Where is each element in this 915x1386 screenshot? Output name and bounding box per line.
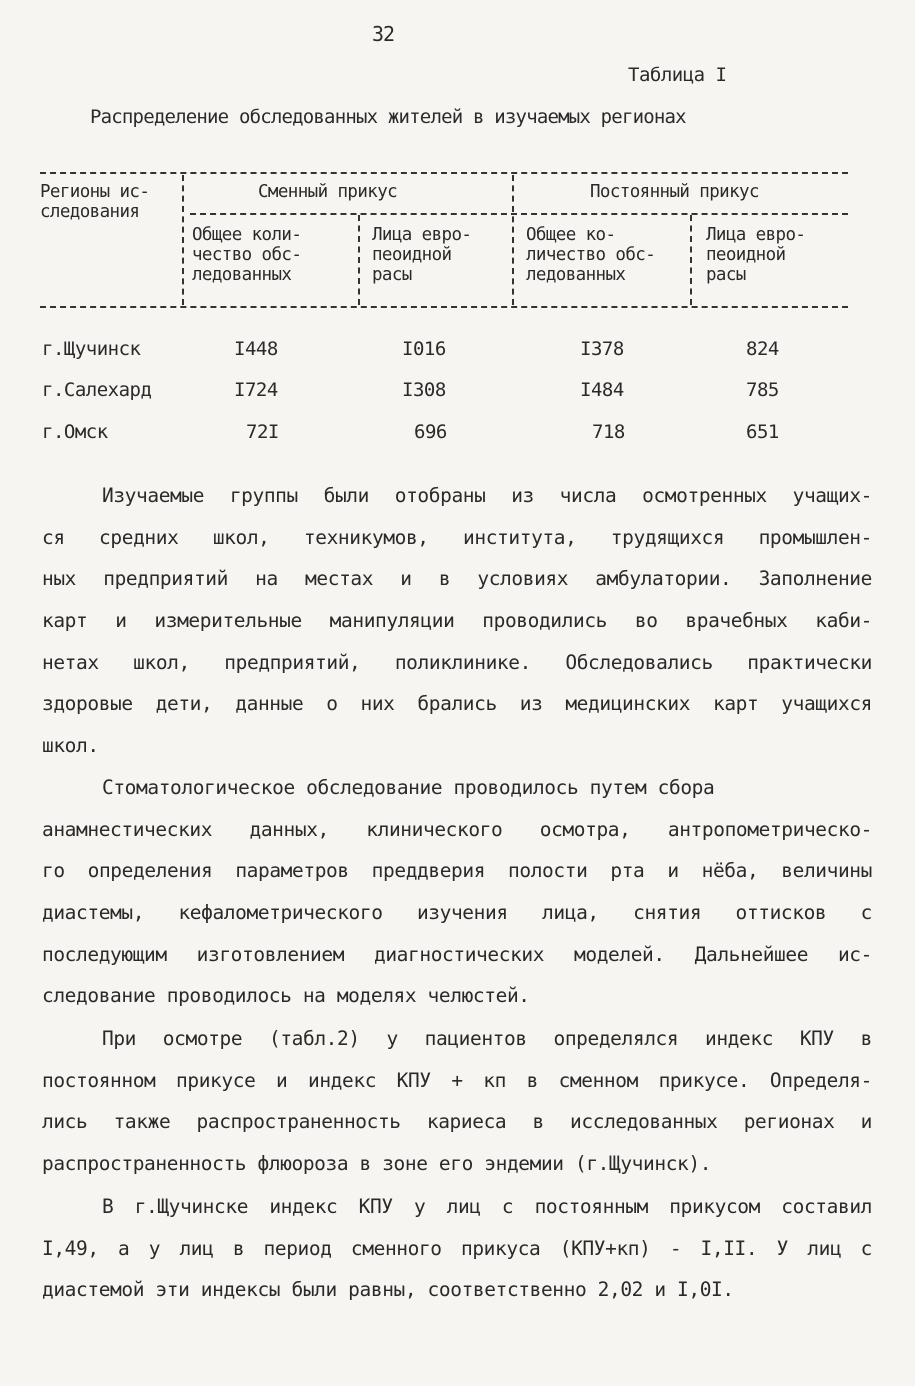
cell-permanent-caucasoid: 785 [746,379,779,401]
cell-mixed-caucasoid: 696 [414,421,447,443]
header-mixed-dentition: Сменный прикус [258,182,398,202]
cell-mixed-total: I724 [234,379,278,401]
table-subheader-rule [190,213,848,215]
header-permanent-dentition: Постоянный прикус [590,182,759,202]
text-line: Изучаемые группы были отобраны из числа осмотренных учащих- [102,484,872,507]
cell-mixed-total: I448 [234,338,278,360]
paragraph [42,1018,882,1185]
paragraph [42,767,882,1017]
text-line: I,49, а у лиц в период сменного прикуса (КПУ+кп) - I,II. У лиц с [42,1236,872,1260]
table-divider-2 [358,215,360,305]
row-region: г.Омск [42,421,108,443]
text-line: При осмотре (табл.2) у пациентов определялся индекс КПУ в [102,1027,872,1050]
text-line: диастемой эти индексы были равны, соответственно 2,02 и I,0I. [42,1278,734,1302]
header-permanent-caucasoid: Лица евро- пеоидной расы [706,225,806,285]
text-line: последующим изготовлением диагностических моделей. Дальнейшее ис- [42,942,872,966]
paragraph [42,1186,882,1311]
cell-mixed-caucasoid: I016 [402,338,446,360]
header-mixed-total: Общее коли- чество обс- ледованных [192,225,302,285]
text-line: карт и измерительные манипуляции проводились во врачебных каби- [42,609,872,633]
header-mixed-caucasoid: Лица евро- пеоидной расы [372,225,472,285]
table-divider-4 [690,215,692,305]
text-line: школ. [42,734,99,758]
header-permanent-total: Общее ко- личество обс- ледованных [526,225,656,285]
page-number: 32 [372,22,395,46]
cell-mixed-caucasoid: I308 [402,379,446,401]
cell-permanent-total: I378 [580,338,624,360]
table-header-bottom-rule [40,306,848,308]
table-label: Таблица I [628,64,727,86]
header-regions: Регионы ис- следования [40,182,150,222]
cell-mixed-total: 72I [246,421,279,443]
text-line: здоровые дети, данные о них брались из медицинских карт учащихся [42,692,872,716]
text-line: В г.Щучинске индекс КПУ у лиц с постоянным прикусом составил [102,1195,872,1218]
text-line: лись также распространенность кариеса в исследованных регионах и [42,1110,872,1134]
table-divider-1 [182,175,184,305]
paragraph [42,475,882,767]
table-divider-3 [512,175,514,305]
table-title: Распределение обследованных жителей в изучаемых регионах [90,106,686,128]
text-line: постоянном прикусе и индекс КПУ + кп в сменном прикусе. Определя- [42,1068,872,1092]
cell-permanent-caucasoid: 824 [746,338,779,360]
text-line: нетах школ, предприятий, поликлинике. Обследовались практически [42,650,872,674]
text-line: ных предприятий на местах и в условиях амбулатории. Заполнение [42,567,872,591]
text-line: анамнестических данных, клинического осмотра, антропометрическо- [42,817,872,841]
row-region: г.Щучинск [42,338,141,360]
cell-permanent-caucasoid: 651 [746,421,779,443]
text-line: распространенность флюороза в зоне его эндемии (г.Щучинск). [42,1152,712,1176]
row-region: г.Салехард [42,379,152,401]
cell-permanent-total: 718 [592,421,625,443]
text-line: следование проводилось на моделях челюстей. [42,984,530,1008]
text-line: го определения параметров преддверия полости рта и нёба, величины [42,859,872,883]
cell-permanent-total: I484 [580,379,624,401]
text-line: Стоматологическое обследование проводилось путем сбора [102,776,715,799]
text-line: ся средних школ, техникумов, института, трудящихся промышлен- [42,525,872,549]
table-top-rule [40,172,848,174]
text-line: диастемы, кефалометрического изучения лица, снятия оттисков с [42,901,872,925]
